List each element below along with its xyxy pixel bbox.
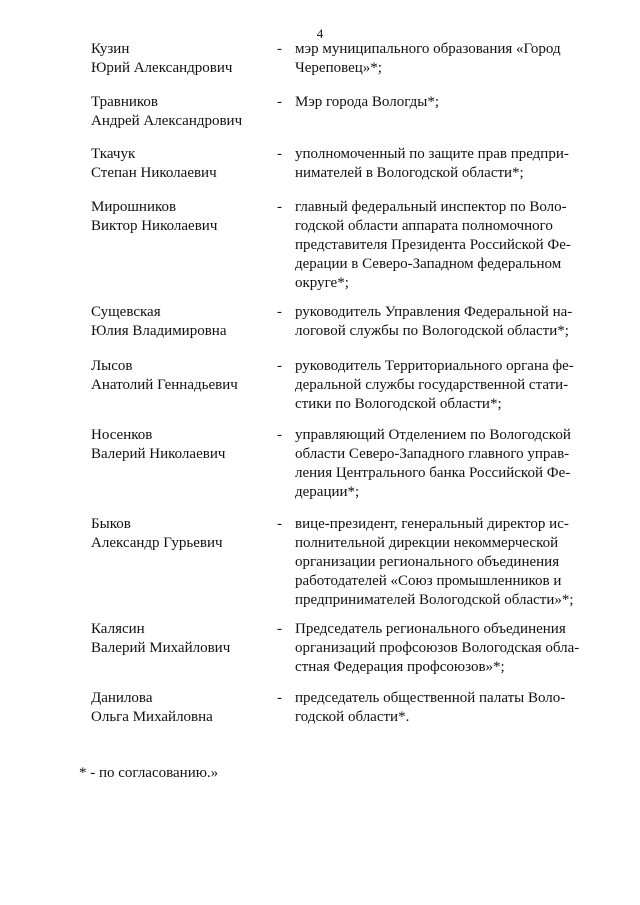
separator-dash: -	[277, 516, 282, 532]
separator-dash: -	[277, 304, 282, 320]
position-description	[295, 426, 580, 502]
given-names: Александр Гурьевич	[91, 535, 223, 551]
footnote: * - по согласованию.»	[79, 765, 219, 781]
surname: Ткачук	[91, 146, 136, 162]
position-line: руководитель Управления Федеральной на-	[295, 304, 573, 320]
page-number: 4	[316, 26, 324, 41]
position-line: стики по Вологодской области*;	[295, 396, 502, 412]
given-names: Ольга Михайловна	[91, 709, 213, 725]
given-names: Юрий Александрович	[91, 60, 233, 76]
position-line: полнительной дирекции некоммерческой	[295, 535, 559, 551]
surname: Данилова	[91, 690, 153, 706]
position-line: председатель общественной палаты Воло-	[295, 690, 566, 706]
person-name	[91, 40, 271, 78]
position-line: Череповец»*;	[295, 60, 382, 76]
position-line: главный федеральный инспектор по Воло-	[295, 199, 567, 215]
given-names: Степан Николаевич	[91, 165, 217, 181]
position-line: Председатель регионального объединения	[295, 621, 566, 637]
position-description	[295, 93, 580, 112]
position-line: организаций профсоюзов Вологодская обла-	[295, 640, 580, 656]
position-line: области Северо-Западного главного управ-	[295, 446, 570, 462]
person-name	[91, 145, 271, 183]
separator-dash: -	[277, 427, 282, 443]
position-line: ления Центрального банка Российской Фе-	[295, 465, 571, 481]
position-line: организации регионального объединения	[295, 554, 560, 570]
position-line: предпринимателей Вологодской области»*;	[295, 592, 574, 608]
position-description	[295, 40, 580, 78]
separator-dash: -	[277, 94, 282, 110]
surname: Калясин	[91, 621, 145, 637]
position-line: деральной службы государственной стати-	[295, 377, 569, 393]
surname: Сущевская	[91, 304, 161, 320]
position-line: стная Федерация профсоюзов»*;	[295, 659, 505, 675]
person-name	[91, 303, 271, 341]
separator-dash: -	[277, 199, 282, 215]
position-description	[295, 303, 580, 341]
position-line: вице-президент, генеральный директор ис-	[295, 516, 569, 532]
person-name	[91, 426, 271, 464]
person-name	[91, 357, 271, 395]
surname: Лысов	[91, 358, 133, 374]
separator-dash: -	[277, 358, 282, 374]
position-line: логовой службы по Вологодской области*;	[295, 323, 569, 339]
separator-dash: -	[277, 621, 282, 637]
given-names: Анатолий Геннадьевич	[91, 377, 238, 393]
surname: Мирошников	[91, 199, 177, 215]
position-description	[295, 198, 580, 293]
position-line: руководитель Территориального органа фе-	[295, 358, 574, 374]
separator-dash: -	[277, 41, 282, 57]
position-description	[295, 620, 580, 677]
given-names: Валерий Николаевич	[91, 446, 226, 462]
person-name	[91, 620, 271, 658]
surname: Носенков	[91, 427, 153, 443]
given-names: Юлия Владимировна	[91, 323, 227, 339]
given-names: Валерий Михайлович	[91, 640, 231, 656]
person-name	[91, 198, 271, 236]
position-line: работодателей «Союз промышленников и	[295, 573, 562, 589]
given-names: Андрей Александрович	[91, 113, 243, 129]
surname: Кузин	[91, 41, 130, 57]
separator-dash: -	[277, 146, 282, 162]
position-line: представителя Президента Российской Фе-	[295, 237, 571, 253]
position-description	[295, 515, 580, 610]
position-line: Мэр города Вологды*;	[295, 94, 439, 110]
surname: Травников	[91, 94, 158, 110]
position-line: годской области аппарата полномочного	[295, 218, 553, 234]
position-description	[295, 357, 580, 414]
position-line: уполномоченный по защите прав предпри-	[295, 146, 569, 162]
position-description	[295, 689, 580, 727]
position-line: годской области*.	[295, 709, 410, 725]
person-name	[91, 689, 271, 727]
position-line: управляющий Отделением по Вологодской	[295, 427, 571, 443]
position-line: округе*;	[295, 275, 349, 291]
position-line: мэр муниципального образования «Город	[295, 41, 561, 57]
given-names: Виктор Николаевич	[91, 218, 218, 234]
position-line: дерации в Северо-Западном федеральном	[295, 256, 562, 272]
position-description	[295, 145, 580, 183]
surname: Быков	[91, 516, 131, 532]
position-line: нимателей в Вологодской области*;	[295, 165, 524, 181]
person-name	[91, 515, 271, 553]
position-line: дерации*;	[295, 484, 360, 500]
person-name	[91, 93, 271, 131]
separator-dash: -	[277, 690, 282, 706]
